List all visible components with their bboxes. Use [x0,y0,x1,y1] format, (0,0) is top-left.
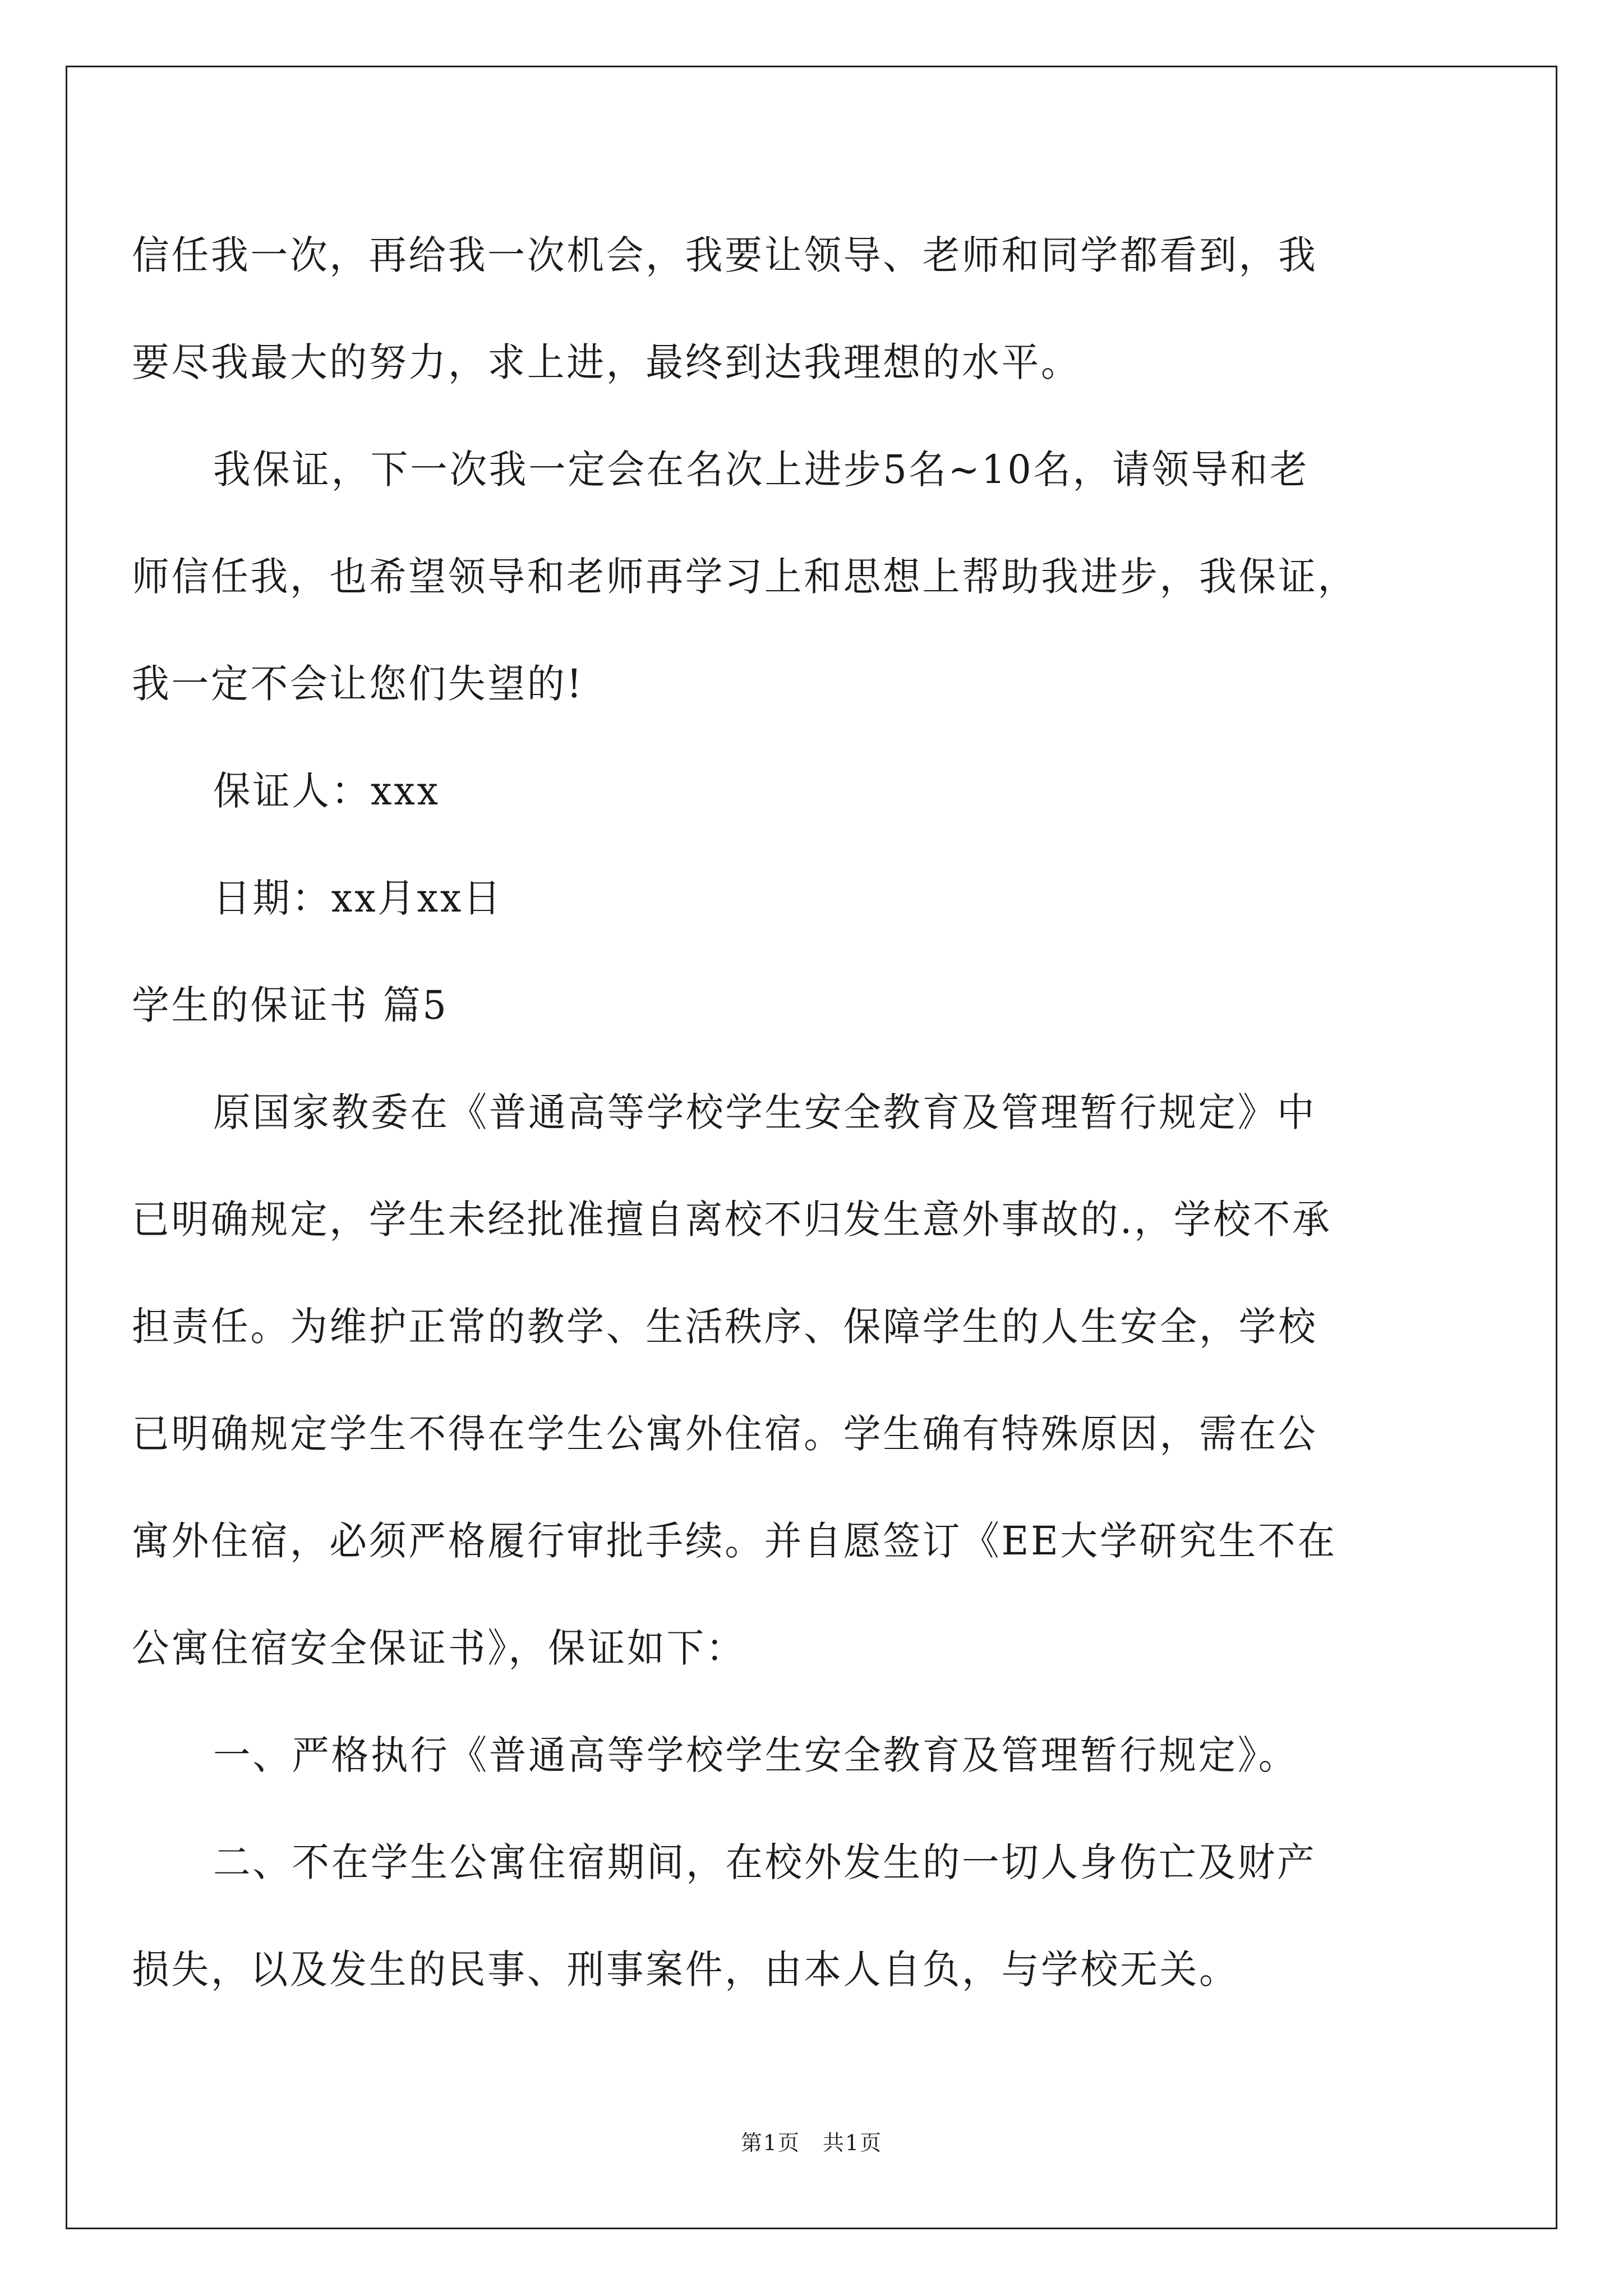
date-line: 日期：xx月xx日 [213,875,503,921]
document-body [132,202,1489,2023]
text-line: 公寓住宿安全保证书》，保证如下： [132,1625,746,1671]
text-line: 要尽我最大的努力，求上进，最终到达我理想的水平。 [132,339,1081,385]
text-line: 二、不在学生公寓住宿期间，在校外发生的一切人身伤亡及财产 [213,1839,1317,1885]
text-line: 担责任。为维护正常的教学、生活秩序、保障学生的人生安全，学校 [132,1304,1318,1350]
text-line: 已明确规定学生不得在学生公寓外住宿。学生确有特殊原因，需在公 [132,1411,1318,1457]
guarantor-line: 保证人：xxx [213,768,440,814]
text-line: 师信任我，也希望领导和老师再学习上和思想上帮助我进步，我保证， [132,554,1358,600]
text-line: 寓外住宿，必须严格履行审批手续。并自愿签订《EE大学研究生不在 [132,1518,1338,1564]
text-line: 一、严格执行《普通高等学校学生安全教育及管理暂行规定》。 [213,1732,1298,1778]
text-line: 我保证，下一次我一定会在名次上进步5名~10名，请领导和老 [213,447,1310,493]
text-line: 原国家教委在《普通高等学校学生安全教育及管理暂行规定》中 [213,1089,1317,1135]
text-line: 信任我一次，再给我一次机会，我要让领导、老师和同学都看到，我 [132,232,1318,278]
text-line: 已明确规定，学生未经批准擅自离校不归发生意外事故的.，学校不承 [132,1197,1332,1243]
text-line: 我一定不会让您们失望的! [132,661,584,707]
section-heading: 学生的保证书 篇5 [132,982,449,1028]
page-number: 第1页 共1页 [740,2131,883,2155]
text-line: 损失，以及发生的民事、刑事案件，由本人自负，与学校无关。 [132,1947,1239,1993]
